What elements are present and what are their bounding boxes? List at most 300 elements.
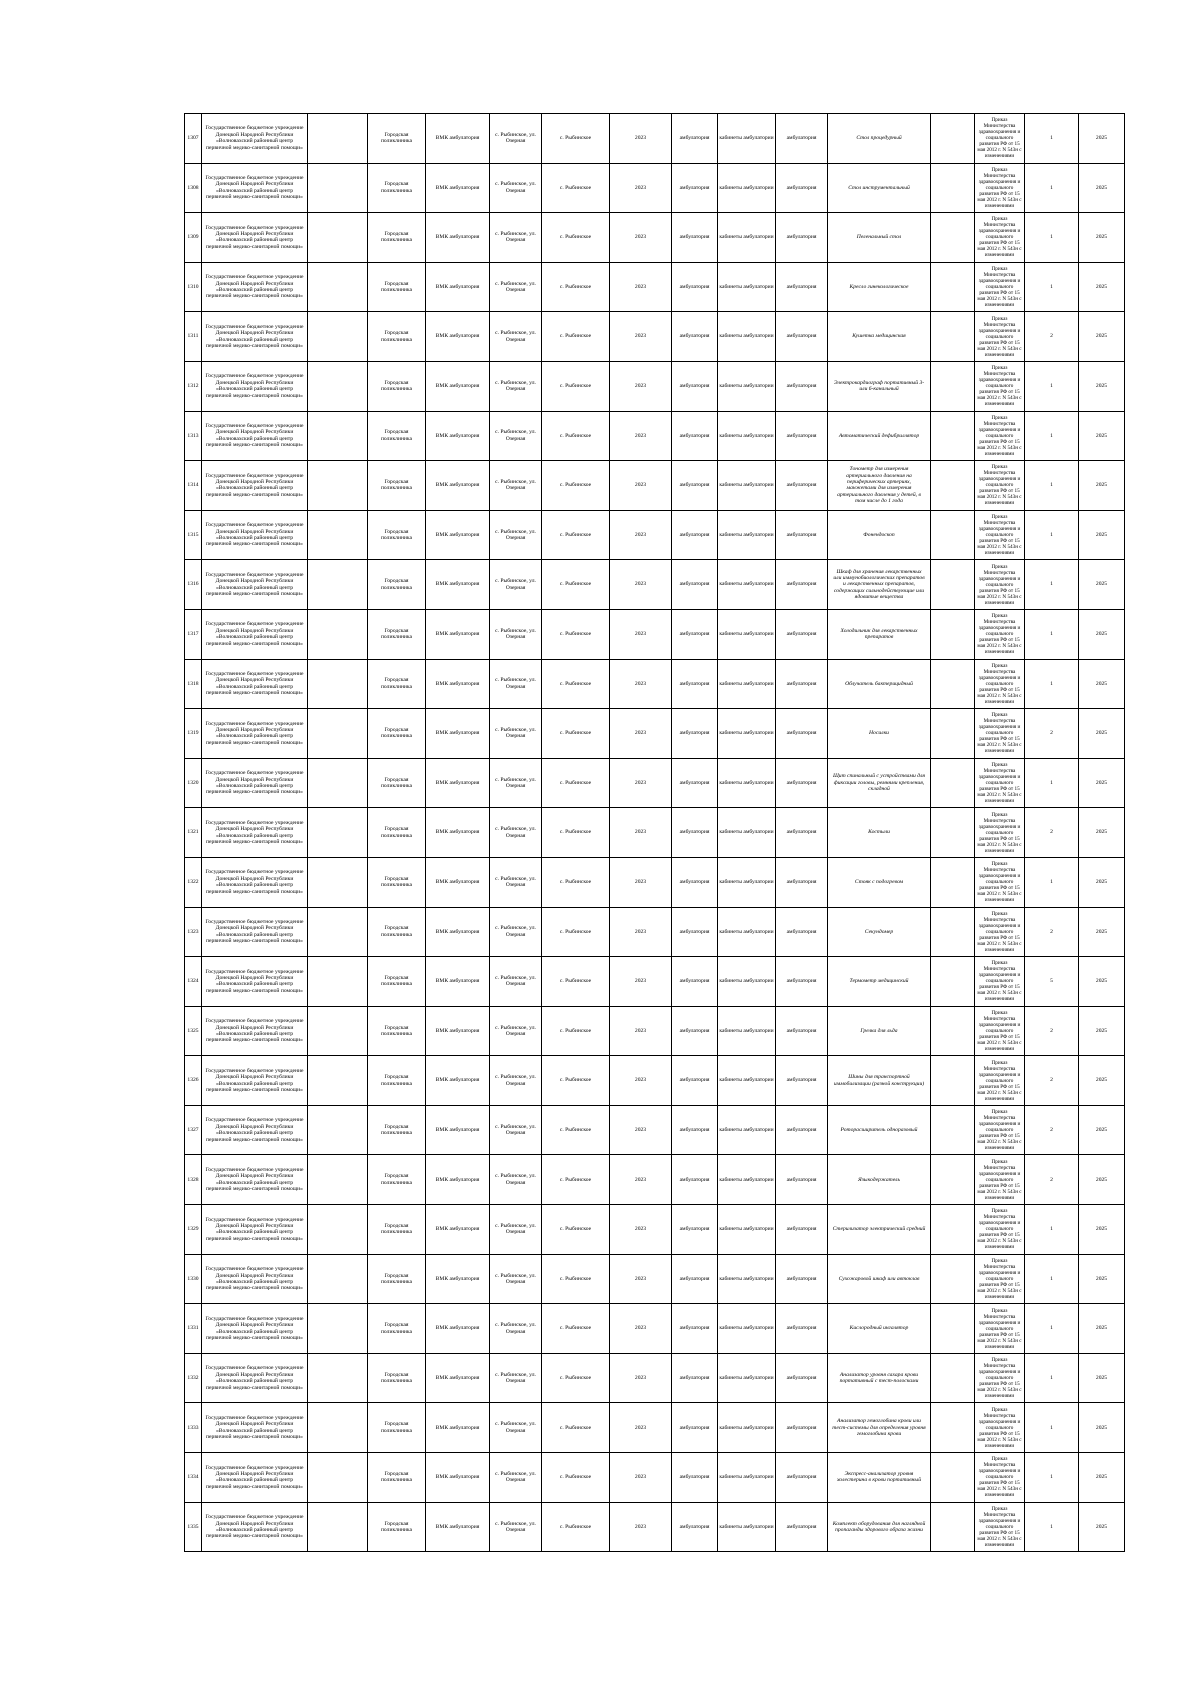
empty-cell [308, 1006, 368, 1056]
department: амбулатория [776, 1453, 828, 1503]
address: с. Рыбинское, ул. Озерная [490, 1105, 542, 1155]
locality: с. Рыбинское [542, 411, 610, 461]
equipment-name: Языкодержатель [828, 1155, 931, 1205]
locality: с. Рыбинское [542, 560, 610, 610]
year: 2023 [610, 163, 672, 213]
organization-name: Государственное бюджетное учреждение Донецкой Народной Республики «Волновахский районный центр первичной медико-санитарной помощи» [202, 411, 308, 461]
facility-type: Городская поликлиника [368, 1254, 426, 1304]
facility-type: Городская поликлиника [368, 659, 426, 709]
organization-name: Государственное бюджетное учреждение Донецкой Народной Республики «Волновахский районный центр первичной медико-санитарной помощи» [202, 163, 308, 213]
department: амбулатория [776, 361, 828, 411]
department: амбулатория [776, 609, 828, 659]
division-name: ВМК амбулатория [426, 808, 490, 858]
row-number: 1325 [185, 1006, 202, 1056]
empty-cell [308, 312, 368, 362]
year: 2023 [610, 262, 672, 312]
table-row [185, 1056, 1125, 1106]
empty-cell [931, 907, 975, 957]
empty-cell [931, 461, 975, 511]
year: 2023 [610, 758, 672, 808]
quantity: 1 [1025, 609, 1079, 659]
regulation-order: Приказ Министерства здравоохранения и социального развития РФ от 15 мая 2012 г. N 543н с изменениями [975, 758, 1025, 808]
place: амбулатория [672, 1403, 718, 1453]
row-number: 1307 [185, 114, 202, 164]
plan-year: 2025 [1079, 1105, 1125, 1155]
department: амбулатория [776, 1205, 828, 1255]
organization-name: Государственное бюджетное учреждение Донецкой Народной Республики «Волновахский районный центр первичной медико-санитарной помощи» [202, 1304, 308, 1354]
plan-year: 2025 [1079, 312, 1125, 362]
plan-year: 2025 [1079, 510, 1125, 560]
plan-year: 2025 [1079, 1254, 1125, 1304]
plan-year: 2025 [1079, 1502, 1125, 1552]
address: с. Рыбинское, ул. Озерная [490, 411, 542, 461]
table-row [185, 609, 1125, 659]
row-number: 1320 [185, 758, 202, 808]
table-row [185, 213, 1125, 263]
unit: кабинеты амбулатории [718, 1105, 776, 1155]
place: амбулатория [672, 510, 718, 560]
unit: кабинеты амбулатории [718, 1403, 776, 1453]
regulation-order: Приказ Министерства здравоохранения и социального развития РФ от 15 мая 2012 г. N 543н с изменениями [975, 1502, 1025, 1552]
division-name: ВМК амбулатория [426, 361, 490, 411]
table-row [185, 1006, 1125, 1056]
empty-cell [308, 1205, 368, 1255]
department: амбулатория [776, 1006, 828, 1056]
division-name: ВМК амбулатория [426, 163, 490, 213]
row-number: 1314 [185, 461, 202, 511]
plan-year: 2025 [1079, 411, 1125, 461]
organization-name: Государственное бюджетное учреждение Донецкой Народной Республики «Волновахский районный центр первичной медико-санитарной помощи» [202, 709, 308, 759]
regulation-order: Приказ Министерства здравоохранения и социального развития РФ от 15 мая 2012 г. N 543н с изменениями [975, 560, 1025, 610]
regulation-order: Приказ Министерства здравоохранения и социального развития РФ от 15 мая 2012 г. N 543н с изменениями [975, 163, 1025, 213]
facility-type: Городская поликлиника [368, 1056, 426, 1106]
quantity: 2 [1025, 1155, 1079, 1205]
organization-name: Государственное бюджетное учреждение Донецкой Народной Республики «Волновахский районный центр первичной медико-санитарной помощи» [202, 1453, 308, 1503]
place: амбулатория [672, 1205, 718, 1255]
equipment-name: Экспресс-анализатор уровня холестерина в крови портативный [828, 1453, 931, 1503]
quantity: 1 [1025, 1254, 1079, 1304]
plan-year: 2025 [1079, 1403, 1125, 1453]
equipment-name: Сухожаровой шкаф или автоклав [828, 1254, 931, 1304]
year: 2023 [610, 1205, 672, 1255]
year: 2023 [610, 510, 672, 560]
equipment-name: Стояк с подогревом [828, 857, 931, 907]
unit: кабинеты амбулатории [718, 957, 776, 1007]
organization-name: Государственное бюджетное учреждение Донецкой Народной Республики «Волновахский районный центр первичной медико-санитарной помощи» [202, 1155, 308, 1205]
locality: с. Рыбинское [542, 758, 610, 808]
row-number: 1334 [185, 1453, 202, 1503]
empty-cell [931, 1502, 975, 1552]
row-number: 1326 [185, 1056, 202, 1106]
row-number: 1332 [185, 1353, 202, 1403]
row-number: 1330 [185, 1254, 202, 1304]
department: амбулатория [776, 510, 828, 560]
year: 2023 [610, 461, 672, 511]
organization-name: Государственное бюджетное учреждение Донецкой Народной Республики «Волновахский районный центр первичной медико-санитарной помощи» [202, 312, 308, 362]
quantity: 1 [1025, 361, 1079, 411]
address: с. Рыбинское, ул. Озерная [490, 1353, 542, 1403]
division-name: ВМК амбулатория [426, 510, 490, 560]
table-row [185, 163, 1125, 213]
department: амбулатория [776, 213, 828, 263]
quantity: 2 [1025, 1056, 1079, 1106]
address: с. Рыбинское, ул. Озерная [490, 114, 542, 164]
facility-type: Городская поликлиника [368, 361, 426, 411]
equipment-name: Анализатор гемоглобина крови или тест-системы для определения уровня гемоглобина крови [828, 1403, 931, 1453]
year: 2023 [610, 1254, 672, 1304]
organization-name: Государственное бюджетное учреждение Донецкой Народной Республики «Волновахский районный центр первичной медико-санитарной помощи» [202, 609, 308, 659]
table-row [185, 907, 1125, 957]
year: 2023 [610, 907, 672, 957]
equipment-name: Фонендоскоп [828, 510, 931, 560]
year: 2023 [610, 312, 672, 362]
department: амбулатория [776, 560, 828, 610]
plan-year: 2025 [1079, 361, 1125, 411]
row-number: 1311 [185, 312, 202, 362]
row-number: 1318 [185, 659, 202, 709]
place: амбулатория [672, 1006, 718, 1056]
department: амбулатория [776, 758, 828, 808]
regulation-order: Приказ Министерства здравоохранения и социального развития РФ от 15 мая 2012 г. N 543н с изменениями [975, 659, 1025, 709]
quantity: 1 [1025, 1353, 1079, 1403]
empty-cell [308, 1254, 368, 1304]
division-name: ВМК амбулатория [426, 461, 490, 511]
unit: кабинеты амбулатории [718, 857, 776, 907]
locality: с. Рыбинское [542, 1105, 610, 1155]
division-name: ВМК амбулатория [426, 758, 490, 808]
plan-year: 2025 [1079, 1353, 1125, 1403]
year: 2023 [610, 1006, 672, 1056]
locality: с. Рыбинское [542, 957, 610, 1007]
department: амбулатория [776, 1403, 828, 1453]
equipment-name: Автоматический дефибриллятор [828, 411, 931, 461]
year: 2023 [610, 659, 672, 709]
table-row [185, 1254, 1125, 1304]
quantity: 2 [1025, 1105, 1079, 1155]
table-row [185, 312, 1125, 362]
row-number: 1324 [185, 957, 202, 1007]
locality: с. Рыбинское [542, 1502, 610, 1552]
empty-cell [931, 312, 975, 362]
row-number: 1322 [185, 857, 202, 907]
regulation-order: Приказ Министерства здравоохранения и социального развития РФ от 15 мая 2012 г. N 543н с изменениями [975, 1006, 1025, 1056]
department: амбулатория [776, 808, 828, 858]
table-row [185, 114, 1125, 164]
division-name: ВМК амбулатория [426, 560, 490, 610]
locality: с. Рыбинское [542, 1304, 610, 1354]
organization-name: Государственное бюджетное учреждение Донецкой Народной Республики «Волновахский районный центр первичной медико-санитарной помощи» [202, 1403, 308, 1453]
unit: кабинеты амбулатории [718, 461, 776, 511]
equipment-name: Костыли [828, 808, 931, 858]
organization-name: Государственное бюджетное учреждение Донецкой Народной Республики «Волновахский районный центр первичной медико-санитарной помощи» [202, 808, 308, 858]
empty-cell [931, 1205, 975, 1255]
place: амбулатория [672, 857, 718, 907]
address: с. Рыбинское, ул. Озерная [490, 907, 542, 957]
division-name: ВМК амбулатория [426, 1502, 490, 1552]
locality: с. Рыбинское [542, 213, 610, 263]
empty-cell [308, 1304, 368, 1354]
facility-type: Городская поликлиника [368, 609, 426, 659]
empty-cell [308, 411, 368, 461]
row-number: 1323 [185, 907, 202, 957]
row-number: 1316 [185, 560, 202, 610]
organization-name: Государственное бюджетное учреждение Донецкой Народной Республики «Волновахский районный центр первичной медико-санитарной помощи» [202, 1502, 308, 1552]
quantity: 1 [1025, 1403, 1079, 1453]
place: амбулатория [672, 361, 718, 411]
facility-type: Городская поликлиника [368, 957, 426, 1007]
place: амбулатория [672, 907, 718, 957]
quantity: 2 [1025, 709, 1079, 759]
organization-name: Государственное бюджетное учреждение Донецкой Народной Республики «Волновахский районный центр первичной медико-санитарной помощи» [202, 114, 308, 164]
address: с. Рыбинское, ул. Озерная [490, 1155, 542, 1205]
unit: кабинеты амбулатории [718, 1056, 776, 1106]
regulation-order: Приказ Министерства здравоохранения и социального развития РФ от 15 мая 2012 г. N 543н с изменениями [975, 1056, 1025, 1106]
quantity: 1 [1025, 461, 1079, 511]
organization-name: Государственное бюджетное учреждение Донецкой Народной Республики «Волновахский районный центр первичной медико-санитарной помощи» [202, 560, 308, 610]
organization-name: Государственное бюджетное учреждение Донецкой Народной Республики «Волновахский районный центр первичной медико-санитарной помощи» [202, 857, 308, 907]
department: амбулатория [776, 1105, 828, 1155]
year: 2023 [610, 1105, 672, 1155]
department: амбулатория [776, 262, 828, 312]
facility-type: Городская поликлиника [368, 709, 426, 759]
unit: кабинеты амбулатории [718, 1353, 776, 1403]
year: 2023 [610, 213, 672, 263]
quantity: 1 [1025, 857, 1079, 907]
regulation-order: Приказ Министерства здравоохранения и социального развития РФ от 15 мая 2012 г. N 543н с изменениями [975, 1453, 1025, 1503]
department: амбулатория [776, 461, 828, 511]
year: 2023 [610, 1353, 672, 1403]
empty-cell [308, 560, 368, 610]
organization-name: Государственное бюджетное учреждение Донецкой Народной Республики «Волновахский районный центр первичной медико-санитарной помощи» [202, 758, 308, 808]
place: амбулатория [672, 213, 718, 263]
facility-type: Городская поликлиника [368, 560, 426, 610]
organization-name: Государственное бюджетное учреждение Донецкой Народной Республики «Волновахский районный центр первичной медико-санитарной помощи» [202, 1353, 308, 1403]
place: амбулатория [672, 808, 718, 858]
unit: кабинеты амбулатории [718, 808, 776, 858]
regulation-order: Приказ Министерства здравоохранения и социального развития РФ от 15 мая 2012 г. N 543н с изменениями [975, 1155, 1025, 1205]
quantity: 1 [1025, 1205, 1079, 1255]
department: амбулатория [776, 1254, 828, 1304]
division-name: ВМК амбулатория [426, 1056, 490, 1106]
facility-type: Городская поликлиника [368, 213, 426, 263]
empty-cell [308, 361, 368, 411]
regulation-order: Приказ Министерства здравоохранения и социального развития РФ от 15 мая 2012 г. N 543н с изменениями [975, 609, 1025, 659]
address: с. Рыбинское, ул. Озерная [490, 262, 542, 312]
locality: с. Рыбинское [542, 1453, 610, 1503]
empty-cell [308, 1403, 368, 1453]
equipment-name: Анализатор уровня сахара крови портативный с тест-полосками [828, 1353, 931, 1403]
division-name: ВМК амбулатория [426, 609, 490, 659]
unit: кабинеты амбулатории [718, 1453, 776, 1503]
regulation-order: Приказ Министерства здравоохранения и социального развития РФ от 15 мая 2012 г. N 543н с изменениями [975, 1353, 1025, 1403]
regulation-order: Приказ Министерства здравоохранения и социального развития РФ от 15 мая 2012 г. N 543н с изменениями [975, 262, 1025, 312]
empty-cell [308, 1056, 368, 1106]
year: 2023 [610, 609, 672, 659]
row-number: 1317 [185, 609, 202, 659]
regulation-order: Приказ Министерства здравоохранения и социального развития РФ от 15 мая 2012 г. N 543н с изменениями [975, 510, 1025, 560]
organization-name: Государственное бюджетное учреждение Донецкой Народной Республики «Волновахский районный центр первичной медико-санитарной помощи» [202, 1006, 308, 1056]
empty-cell [931, 1105, 975, 1155]
address: с. Рыбинское, ул. Озерная [490, 609, 542, 659]
division-name: ВМК амбулатория [426, 1304, 490, 1354]
address: с. Рыбинское, ул. Озерная [490, 213, 542, 263]
facility-type: Городская поликлиника [368, 461, 426, 511]
organization-name: Государственное бюджетное учреждение Донецкой Народной Республики «Волновахский районный центр первичной медико-санитарной помощи» [202, 1254, 308, 1304]
department: амбулатория [776, 163, 828, 213]
empty-cell [931, 1453, 975, 1503]
quantity: 1 [1025, 659, 1079, 709]
unit: кабинеты амбулатории [718, 1254, 776, 1304]
place: амбулатория [672, 1453, 718, 1503]
facility-type: Городская поликлиника [368, 907, 426, 957]
place: амбулатория [672, 1155, 718, 1205]
equipment-name: Термометр медицинский [828, 957, 931, 1007]
plan-year: 2025 [1079, 907, 1125, 957]
year: 2023 [610, 957, 672, 1007]
address: с. Рыбинское, ул. Озерная [490, 1254, 542, 1304]
department: амбулатория [776, 659, 828, 709]
table-row [185, 361, 1125, 411]
facility-type: Городская поликлиника [368, 1105, 426, 1155]
organization-name: Государственное бюджетное учреждение Донецкой Народной Республики «Волновахский районный центр первичной медико-санитарной помощи» [202, 461, 308, 511]
equipment-name: Пеленальный стол [828, 213, 931, 263]
empty-cell [931, 213, 975, 263]
empty-cell [931, 1403, 975, 1453]
table-row [185, 957, 1125, 1007]
plan-year: 2025 [1079, 709, 1125, 759]
equipment-name: Электрокардиограф портативный 3-или 6-канальный [828, 361, 931, 411]
unit: кабинеты амбулатории [718, 560, 776, 610]
empty-cell [308, 808, 368, 858]
address: с. Рыбинское, ул. Озерная [490, 560, 542, 610]
address: с. Рыбинское, ул. Озерная [490, 163, 542, 213]
facility-type: Городская поликлиника [368, 1006, 426, 1056]
locality: с. Рыбинское [542, 659, 610, 709]
unit: кабинеты амбулатории [718, 114, 776, 164]
empty-cell [308, 609, 368, 659]
empty-cell [931, 957, 975, 1007]
empty-cell [931, 808, 975, 858]
year: 2023 [610, 560, 672, 610]
locality: с. Рыбинское [542, 1155, 610, 1205]
address: с. Рыбинское, ул. Озерная [490, 312, 542, 362]
address: с. Рыбинское, ул. Озерная [490, 957, 542, 1007]
regulation-order: Приказ Министерства здравоохранения и социального развития РФ от 15 мая 2012 г. N 543н с изменениями [975, 361, 1025, 411]
plan-year: 2025 [1079, 957, 1125, 1007]
table-row [185, 857, 1125, 907]
unit: кабинеты амбулатории [718, 361, 776, 411]
equipment-name: Носилки [828, 709, 931, 759]
locality: с. Рыбинское [542, 1353, 610, 1403]
empty-cell [931, 758, 975, 808]
division-name: ВМК амбулатория [426, 709, 490, 759]
address: с. Рыбинское, ул. Озерная [490, 709, 542, 759]
empty-cell [931, 262, 975, 312]
unit: кабинеты амбулатории [718, 1304, 776, 1354]
division-name: ВМК амбулатория [426, 659, 490, 709]
place: амбулатория [672, 957, 718, 1007]
empty-cell [931, 510, 975, 560]
department: амбулатория [776, 957, 828, 1007]
plan-year: 2025 [1079, 1006, 1125, 1056]
place: амбулатория [672, 163, 718, 213]
division-name: ВМК амбулатория [426, 411, 490, 461]
organization-name: Государственное бюджетное учреждение Донецкой Народной Республики «Волновахский районный центр первичной медико-санитарной помощи» [202, 659, 308, 709]
division-name: ВМК амбулатория [426, 1353, 490, 1403]
equipment-name: Грелка для льда [828, 1006, 931, 1056]
department: амбулатория [776, 312, 828, 362]
place: амбулатория [672, 461, 718, 511]
empty-cell [308, 1155, 368, 1205]
empty-cell [308, 163, 368, 213]
unit: кабинеты амбулатории [718, 1006, 776, 1056]
place: амбулатория [672, 411, 718, 461]
address: с. Рыбинское, ул. Озерная [490, 1453, 542, 1503]
table-row [185, 1155, 1125, 1205]
facility-type: Городская поликлиника [368, 1502, 426, 1552]
locality: с. Рыбинское [542, 262, 610, 312]
plan-year: 2025 [1079, 163, 1125, 213]
locality: с. Рыбинское [542, 1254, 610, 1304]
locality: с. Рыбинское [542, 808, 610, 858]
empty-cell [931, 1353, 975, 1403]
empty-cell [308, 957, 368, 1007]
empty-cell [931, 411, 975, 461]
division-name: ВМК амбулатория [426, 1254, 490, 1304]
locality: с. Рыбинское [542, 1056, 610, 1106]
equipment-name: Стол процедурный [828, 114, 931, 164]
table-row [185, 461, 1125, 511]
address: с. Рыбинское, ул. Озерная [490, 1205, 542, 1255]
regulation-order: Приказ Министерства здравоохранения и социального развития РФ от 15 мая 2012 г. N 543н с изменениями [975, 709, 1025, 759]
quantity: 1 [1025, 163, 1079, 213]
facility-type: Городская поликлиника [368, 262, 426, 312]
regulation-order: Приказ Министерства здравоохранения и социального развития РФ от 15 мая 2012 г. N 543н с изменениями [975, 1254, 1025, 1304]
row-number: 1333 [185, 1403, 202, 1453]
quantity: 5 [1025, 957, 1079, 1007]
plan-year: 2025 [1079, 114, 1125, 164]
locality: с. Рыбинское [542, 1006, 610, 1056]
locality: с. Рыбинское [542, 609, 610, 659]
facility-type: Городская поликлиника [368, 312, 426, 362]
row-number: 1308 [185, 163, 202, 213]
quantity: 2 [1025, 808, 1079, 858]
empty-cell [308, 1353, 368, 1403]
department: амбулатория [776, 1502, 828, 1552]
division-name: ВМК амбулатория [426, 907, 490, 957]
quantity: 1 [1025, 560, 1079, 610]
unit: кабинеты амбулатории [718, 312, 776, 362]
quantity: 1 [1025, 1502, 1079, 1552]
table-row [185, 1304, 1125, 1354]
address: с. Рыбинское, ул. Озерная [490, 1304, 542, 1354]
equipment-table [184, 113, 1125, 1552]
regulation-order: Приказ Министерства здравоохранения и социального развития РФ от 15 мая 2012 г. N 543н с изменениями [975, 1205, 1025, 1255]
empty-cell [931, 857, 975, 907]
table-row [185, 1453, 1125, 1503]
locality: с. Рыбинское [542, 510, 610, 560]
equipment-name: Холодильник для лекарственных препаратов [828, 609, 931, 659]
year: 2023 [610, 1453, 672, 1503]
equipment-name: Облучатель бактерицидный [828, 659, 931, 709]
row-number: 1319 [185, 709, 202, 759]
organization-name: Государственное бюджетное учреждение Донецкой Народной Республики «Волновахский районный центр первичной медико-санитарной помощи» [202, 957, 308, 1007]
department: амбулатория [776, 1155, 828, 1205]
equipment-name: Шкаф для хранения лекарственных или иммунобиологических препаратов и лекарственных препаратов, содержащих сильнодействующие или ядовитые вещества [828, 560, 931, 610]
quantity: 1 [1025, 213, 1079, 263]
empty-cell [931, 361, 975, 411]
regulation-order: Приказ Министерства здравоохранения и социального развития РФ от 15 мая 2012 г. N 543н с изменениями [975, 907, 1025, 957]
